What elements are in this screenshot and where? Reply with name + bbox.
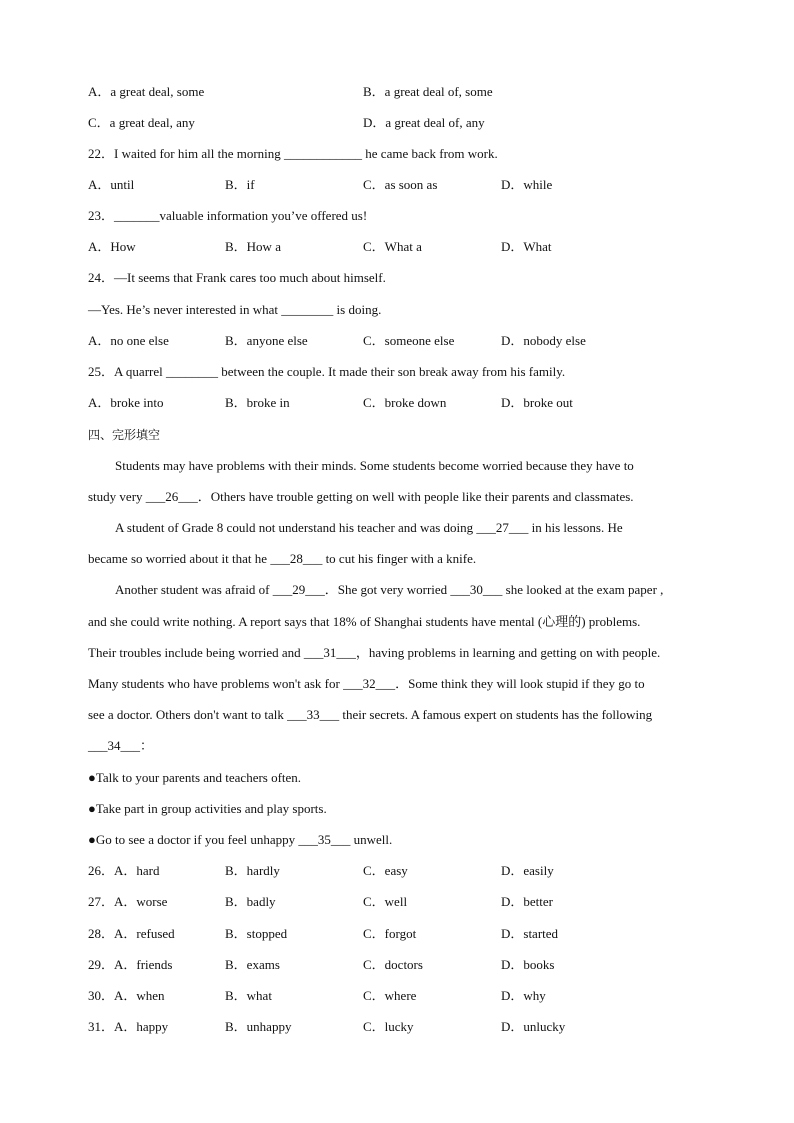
- cloze-29-option-d: D．books: [501, 957, 555, 972]
- passage-text: unwell.: [350, 832, 393, 847]
- q24-option-b: B．anyone else: [225, 333, 308, 348]
- blank-30: ___30___: [450, 582, 503, 597]
- q24-stem-line1: 24．—It seems that Frank cares too much about himself.: [88, 270, 386, 285]
- passage-text: ，having problems in learning and getting on with people.: [355, 645, 661, 660]
- q21-option-c: C．a great deal, any: [88, 115, 195, 130]
- cloze-28-option-c: C．forgot: [363, 926, 417, 941]
- passage-line: and she could write nothing. A report says that 18% of Shanghai students have mental (心理的) problems.: [88, 614, 641, 629]
- q25-option-a: A．broke into: [88, 395, 164, 410]
- blank-35: ___35___: [298, 832, 351, 847]
- cloze-30-option-a: 30．A．when: [88, 988, 165, 1003]
- cloze-30-option-c: C．where: [363, 988, 417, 1003]
- cloze-27-option-b: B．badly: [225, 894, 276, 909]
- q22-stem: 22．I waited for him all the morning ____________ he came back from work.: [88, 146, 498, 161]
- passage-text: ●Go to see a doctor if you feel unhappy: [88, 832, 299, 847]
- cloze-29-option-c: C．doctors: [363, 957, 423, 972]
- tip-item: [88, 832, 392, 848]
- passage-text: ．Others have trouble getting on well with people like their parents and classmates.: [197, 489, 634, 504]
- cloze-31-option-c: C．lucky: [363, 1019, 414, 1034]
- q22-option-b: B．if: [225, 177, 255, 192]
- q23-stem: 23．_______valuable information you’ve offered us!: [88, 208, 368, 223]
- q23-option-c: C．What a: [363, 239, 422, 254]
- passage-text: see a doctor. Others don't want to talk: [88, 707, 288, 722]
- section-title: 四、完形填空: [88, 428, 161, 442]
- passage-text: ．She got very worried: [324, 582, 451, 597]
- cloze-27-option-c: C．well: [363, 894, 408, 909]
- blank-26: ___26___: [145, 489, 198, 504]
- blank-31: ___31___: [303, 645, 356, 660]
- passage-text: A student of Grade 8 could not understand his teacher and was doing: [115, 520, 477, 535]
- q25-stem: 25．A quarrel ________ between the couple. It made their son break away from his family.: [88, 364, 566, 379]
- passage-text: Their troubles include being worried and: [88, 645, 304, 660]
- cloze-31-option-b: B．unhappy: [225, 1019, 292, 1034]
- q22-option-a: A．until: [88, 177, 135, 192]
- cloze-26-option-c: C．easy: [363, 863, 408, 878]
- q25-option-c: C．broke down: [363, 395, 447, 410]
- q25-option-b: B．broke in: [225, 395, 290, 410]
- cloze-28-option-d: D．started: [501, 926, 559, 941]
- cloze-30-option-d: D．why: [501, 988, 546, 1003]
- cloze-26-option-a: 26．A．hard: [88, 863, 160, 878]
- tip-item: ●Take part in group activities and play sports.: [88, 801, 327, 816]
- passage-line: Students may have problems with their minds. Some students become worried because they have to: [115, 458, 634, 473]
- passage-text: ：: [140, 738, 154, 753]
- q21-option-b: B．a great deal of, some: [363, 84, 493, 99]
- passage-text: she looked at the exam paper ,: [502, 582, 664, 597]
- cloze-28-option-b: B．stopped: [225, 926, 288, 941]
- blank-32: ___32___: [343, 676, 396, 691]
- q23-option-d: D．What: [501, 239, 552, 254]
- passage-text: became so worried about it that he: [88, 551, 271, 566]
- passage-text: to cut his finger with a knife.: [322, 551, 477, 566]
- passage-text: their secrets. A famous expert on students has the following: [339, 707, 653, 722]
- passage-line: [88, 738, 153, 754]
- cloze-26-option-d: D．easily: [501, 863, 554, 878]
- cloze-27-option-d: D．better: [501, 894, 553, 909]
- blank-33: ___33___: [287, 707, 340, 722]
- passage-text: Many students who have problems won't ask for: [88, 676, 344, 691]
- cloze-27-option-a: 27．A．worse: [88, 894, 168, 909]
- blank-34: ___34___: [88, 738, 140, 753]
- q24-stem-line2: —Yes. He’s never interested in what ________ is doing.: [88, 302, 382, 317]
- q22-option-c: C．as soon as: [363, 177, 438, 192]
- passage-text: ．Some think they will look stupid if they go to: [395, 676, 645, 691]
- cloze-31-option-d: D．unlucky: [501, 1019, 566, 1034]
- passage-line: [115, 582, 663, 598]
- blank-27: ___27___: [476, 520, 529, 535]
- cloze-29-option-a: 29．A．friends: [88, 957, 173, 972]
- passage-line: [115, 520, 623, 536]
- cloze-28-option-a: 28．A．refused: [88, 926, 175, 941]
- q24-option-d: D．nobody else: [501, 333, 586, 348]
- q21-option-d: D．a great deal of, any: [363, 115, 485, 130]
- cloze-30-option-b: B．what: [225, 988, 272, 1003]
- passage-line: [88, 551, 476, 567]
- q21-option-a: A．a great deal, some: [88, 84, 205, 99]
- blank-28: ___28___: [270, 551, 323, 566]
- passage-line: [88, 707, 652, 723]
- q25-option-d: D．broke out: [501, 395, 573, 410]
- tip-item: ●Talk to your parents and teachers often.: [88, 770, 302, 785]
- passage-text: study very: [88, 489, 146, 504]
- cloze-29-option-b: B．exams: [225, 957, 280, 972]
- cloze-26-option-b: B．hardly: [225, 863, 280, 878]
- q22-option-d: D．while: [501, 177, 553, 192]
- passage-line: [88, 676, 645, 692]
- passage-line: [88, 489, 634, 505]
- q24-option-a: A．no one else: [88, 333, 169, 348]
- cloze-31-option-a: 31．A．happy: [88, 1019, 169, 1034]
- passage-text: Another student was afraid of: [115, 582, 273, 597]
- q23-option-a: A．How: [88, 239, 136, 254]
- q23-option-b: B．How a: [225, 239, 281, 254]
- passage-line: [88, 645, 660, 661]
- passage-text: in his lessons. He: [528, 520, 623, 535]
- q24-option-c: C．someone else: [363, 333, 455, 348]
- blank-29: ___29___: [272, 582, 325, 597]
